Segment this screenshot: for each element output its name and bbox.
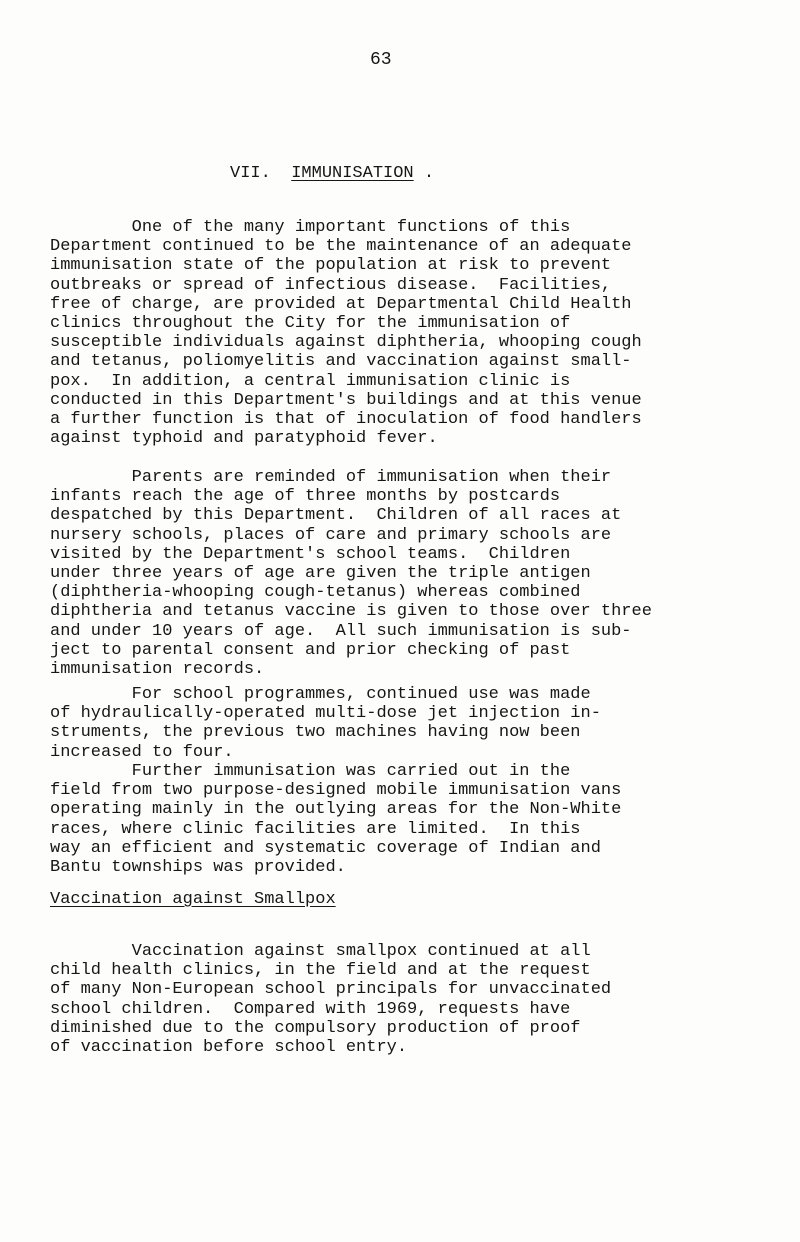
text-line: races, where clinic facilities are limited. In this: [50, 819, 581, 839]
text-line: Bantu townships was provided.: [50, 858, 346, 878]
text-line: operating mainly in the outlying areas for the Non-White: [50, 800, 622, 820]
text-line: immunisation records.: [50, 660, 265, 680]
text-line: clinics throughout the City for the immunisation of: [50, 314, 571, 334]
text-line: Department continued to be the maintenance of an adequate: [50, 237, 632, 257]
section-title-trail: .: [423, 164, 435, 183]
text-line: of hydraulically-operated multi-dose jet injection in-: [50, 704, 601, 724]
text-line: against typhoid and paratyphoid fever.: [50, 429, 438, 449]
text-line: child health clinics, in the field and at the request: [50, 961, 591, 981]
section-numeral: VII.: [230, 164, 271, 183]
page-number: 63: [370, 50, 392, 70]
text-line: For school programmes, continued use was made: [50, 685, 591, 704]
subsection-title: Vaccination against Smallpox: [50, 890, 336, 909]
text-line: pox. In addition, a central immunisation clinic is: [50, 371, 571, 391]
text-line: struments, the previous two machines having now been: [50, 723, 581, 743]
text-line: diphtheria and tetanus vaccine is given to those over three: [50, 602, 652, 622]
text-line: way an efficient and systematic coverage of Indian and: [50, 838, 601, 858]
text-line: Parents are reminded of immunisation when their: [50, 468, 612, 487]
section-title: IMMUNISATION: [291, 164, 414, 183]
text-line: (diphtheria-whooping cough-tetanus) whereas combined: [50, 583, 581, 603]
text-line: outbreaks or spread of infectious disease. Facilities,: [50, 275, 612, 295]
text-line: and under 10 years of age. All such immunisation is sub-: [50, 621, 632, 641]
text-line: school children. Compared with 1969, requests have: [50, 999, 571, 1019]
text-line: a further function is that of inoculation of food handlers: [50, 410, 642, 430]
text-line: conducted in this Department's buildings and at this venue: [50, 390, 642, 410]
text-line: Further immunisation was carried out in the: [50, 762, 571, 781]
text-line: susceptible individuals against diphtheria, whooping cough: [50, 333, 642, 353]
text-line: visited by the Department's school teams. Children: [50, 544, 571, 564]
text-line: despatched by this Department. Children of all races at: [50, 506, 622, 526]
text-line: free of charge, are provided at Departmental Child Health: [50, 294, 632, 314]
text-line: of many Non-European school principals for unvaccinated: [50, 980, 612, 1000]
text-line: One of the many important functions of this: [50, 218, 571, 237]
text-line: of vaccination before school entry.: [50, 1038, 408, 1058]
text-line: infants reach the age of three months by postcards: [50, 487, 561, 507]
text-line: and tetanus, poliomyelitis and vaccination against small-: [50, 352, 632, 372]
text-line: nursery schools, places of care and primary schools are: [50, 525, 612, 545]
text-line: under three years of age are given the triple antigen: [50, 564, 591, 584]
section-heading: [230, 164, 434, 183]
text-line: diminished due to the compulsory production of proof: [50, 1018, 581, 1038]
paragraph-smallpox-vaccination: [50, 942, 760, 1057]
text-line: ject to parental consent and prior checking of past: [50, 640, 571, 660]
text-line: increased to four.: [50, 742, 234, 762]
text-line: field from two purpose-designed mobile immunisation vans: [50, 781, 622, 801]
text-line: Vaccination against smallpox continued at all: [50, 942, 591, 961]
paragraph-parents-reminded: [50, 468, 760, 679]
paragraph-immunisation-functions: [50, 218, 760, 448]
paragraph-school-programmes: [50, 685, 760, 762]
text-line: immunisation state of the population at risk to prevent: [50, 256, 612, 276]
paragraph-mobile-vans: [50, 762, 760, 877]
